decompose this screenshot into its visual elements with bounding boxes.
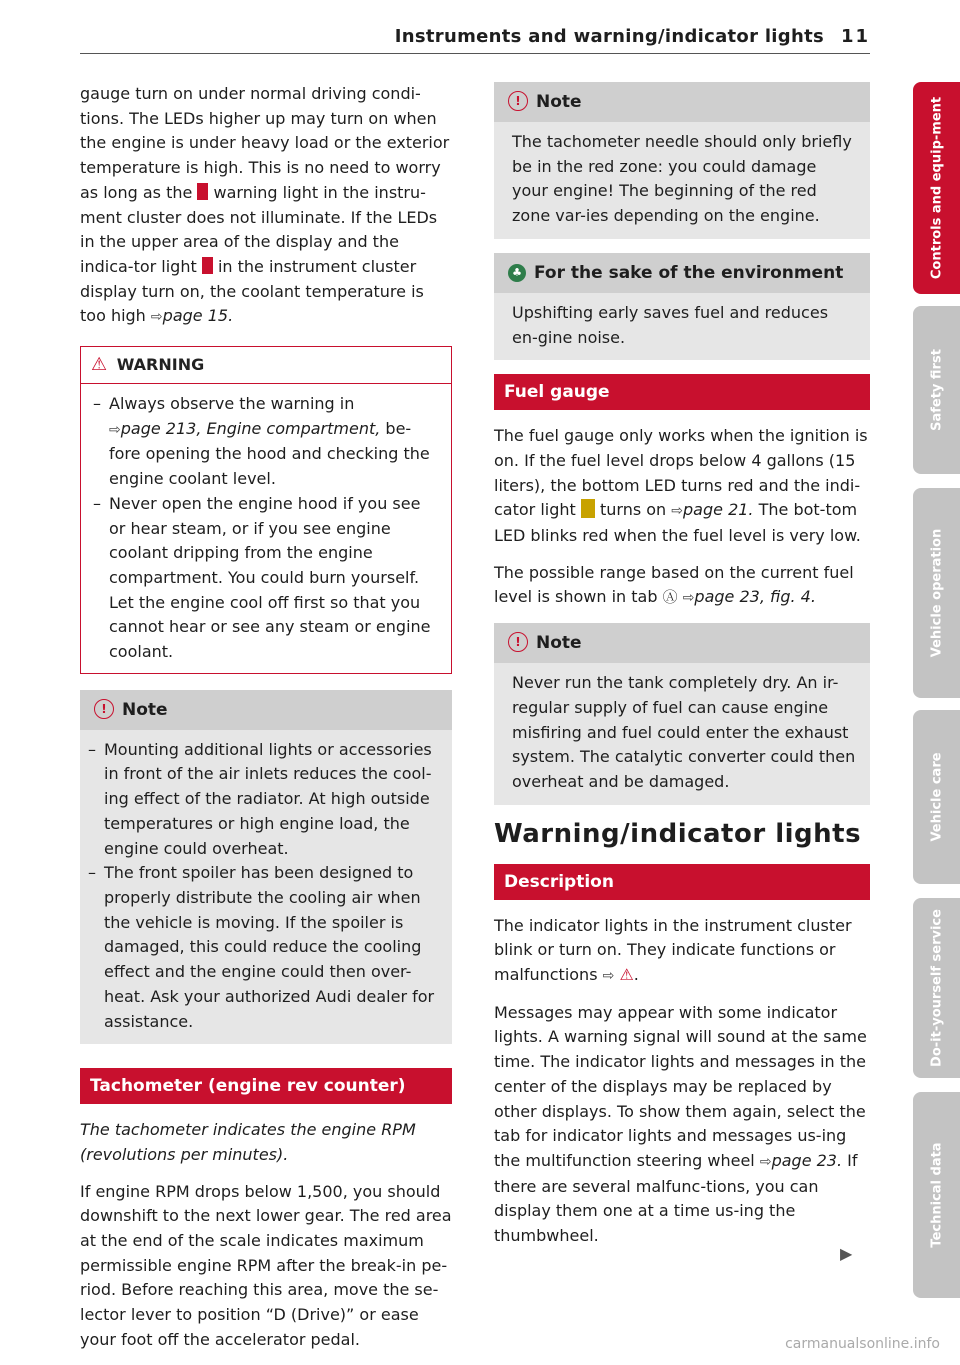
list-item: – Always observe the warning in ⇨page 213, Engine compartment, be-fore opening the hood and checking the engine coolant level. (85, 392, 441, 492)
tach-body: If engine RPM drops below 1,500, you should downshift to the next lower gear. The red area at the end of the scale indicates maximum permissible engine RPM after the break-in pe-riod. Before reaching this area, move the se-lector lever to position “D (Drive)” or ease your foot off the accelerator pedal. (80, 1181, 452, 1349)
section-header-fuel: Fuel gauge (494, 374, 870, 410)
coolant-warning-icon (197, 183, 208, 200)
page-header (80, 26, 870, 56)
warning-icon: ⚠ (91, 354, 108, 376)
tab-safety[interactable] (913, 306, 960, 474)
fuel-range-paragraph: The possible range based on the current fuel level is shown in tab Ⓐ ⇨page 23, fig. 4. (494, 562, 854, 607)
tach-lead: The tachometer indicates the engine RPM (revolutions per minutes). (80, 1120, 416, 1164)
tab-label: Vehicle care (929, 752, 944, 842)
page-link[interactable]: page 23, fig. 4. (694, 587, 816, 607)
warning-title: WARNING (116, 355, 205, 375)
messages-paragraph: Messages may appear with some indicator lights. A warning signal will sound at the same time. The indicator lights and messages in the center of the displays may be replaced by other displays. To show them again, select the tab for indicator lights and messages us-ing the multifunction steering wheel ⇨page 23. If there are several malfunc-tions, you can display them one at a time us-ing the thumbwheel. (494, 1002, 867, 1246)
tab-label: Controls and equip-ment (929, 96, 944, 280)
note-body: Never run the tank completely dry. An ir-regular supply of fuel can cause engine misfiring and fuel could enter the exhaust system. The catalytic converter could then overheat and be damaged. (512, 673, 856, 791)
page-link[interactable]: page 23. (771, 1150, 843, 1170)
intro-paragraph: gauge turn on under normal driving condi-tions. The LEDs higher up may turn on when the engine is under heavy load or the exterior temperature is high. This is no need to worry as long as the warning light in the instru-ment cluster does not illuminate. If the LEDs in the upper area of the display and the indica-tor light in the instrument cluster display turn on, the coolant temperature is too high ⇨page 15. (80, 84, 450, 326)
environment-icon: ♣ (508, 264, 526, 282)
note-icon: ! (94, 699, 114, 719)
tab-label: Safety first (929, 349, 944, 431)
note-header: ! Note (494, 623, 870, 663)
environment-body: Upshifting early saves fuel and reduces en-gine noise. (512, 302, 829, 347)
note-box (494, 82, 870, 239)
arrow-icon: ⇨ (759, 1153, 772, 1170)
section-header-description: Description (494, 864, 870, 900)
right-column (494, 82, 870, 1261)
note-header: ! Note (494, 82, 870, 122)
tab-label: Vehicle operation (929, 528, 944, 658)
arrow-icon: ⇨ (109, 421, 121, 438)
arrow-icon: ⇨ (602, 968, 615, 985)
tab-controls[interactable] (913, 82, 960, 294)
chapter-heading: Warning/indicator lights (494, 818, 862, 849)
left-column (80, 82, 452, 1365)
list-item: – Never open the engine hood if you see or hear steam, or if you see engine coolant dripping from the engine compartment. You could burn yourself. Let the engine cool off first so that you cannot hear or see any steam or engine coolant. (85, 492, 441, 665)
tab-vehicle-operation[interactable] (913, 488, 960, 698)
tab-a-icon: Ⓐ (662, 588, 678, 607)
tab-vehicle-care[interactable] (913, 710, 960, 884)
note-box (494, 623, 870, 805)
watermark: carmanualsonline.info (785, 1336, 940, 1352)
environment-header: ♣ For the sake of the environment (494, 253, 870, 293)
warning-icon: ⚠ (619, 965, 634, 985)
warning-box (80, 346, 452, 674)
note-body: The tachometer needle should only briefly be in the red zone: you could damage your engine! The beginning of the red zone var-ies depending on the engine. (512, 132, 852, 226)
list-item: – Mounting additional lights or accessories in front of the air inlets reduces the cool-ing effect of the radiator. At high outside temperatures or high engine load, the engine could overheat. (80, 738, 438, 862)
tab-technical-data[interactable] (913, 1092, 960, 1298)
list-item: – The front spoiler has been designed to properly distribute the cooling air when the vehicle is moving. If the spoiler is damaged, this could reduce the cooling effect and the engine could then over-heat. Ask your authorized Audi dealer for assistance. (80, 861, 438, 1034)
note-box (80, 690, 452, 1044)
warning-header (81, 347, 451, 384)
chapter-title: Instruments and warning/indicator lights (394, 26, 824, 47)
fuel-paragraph: The fuel gauge only works when the ignition is on. If the fuel level drops below 4 gallons (15 liters), the bottom LED turns red and the indi-cator light turns on ⇨page 21. The bot-tom LED blinks red when the fuel level is very low. (494, 426, 868, 546)
note-header: ! Note (80, 690, 452, 730)
tab-do-it-yourself[interactable] (913, 898, 960, 1078)
page-link[interactable]: page 213, Engine compartment, (120, 418, 381, 438)
section-header-tachometer: Tachometer (engine rev counter) (80, 1068, 452, 1104)
note-icon: ! (508, 632, 528, 652)
header-rule (80, 53, 870, 54)
description-paragraph: The indicator lights in the instrument cluster blink or turn on. They indicate functions or malfunctions ⇨ ⚠. (494, 915, 852, 985)
arrow-icon: ⇨ (671, 503, 684, 520)
continue-icon: ▶ (840, 1244, 853, 1263)
fuel-indicator-icon (581, 499, 595, 518)
page-link[interactable]: page 21. (683, 500, 754, 520)
tab-label: Technical data (929, 1142, 944, 1248)
note-icon: ! (508, 91, 528, 111)
arrow-icon: ⇨ (150, 309, 163, 326)
coolant-indicator-icon (202, 257, 213, 274)
environment-box (494, 253, 870, 360)
page-link[interactable]: page 15. (162, 306, 234, 326)
arrow-icon: ⇨ (682, 590, 695, 607)
page-number: 11 (840, 26, 870, 47)
tab-label: Do-it-yourself service (929, 909, 944, 1067)
